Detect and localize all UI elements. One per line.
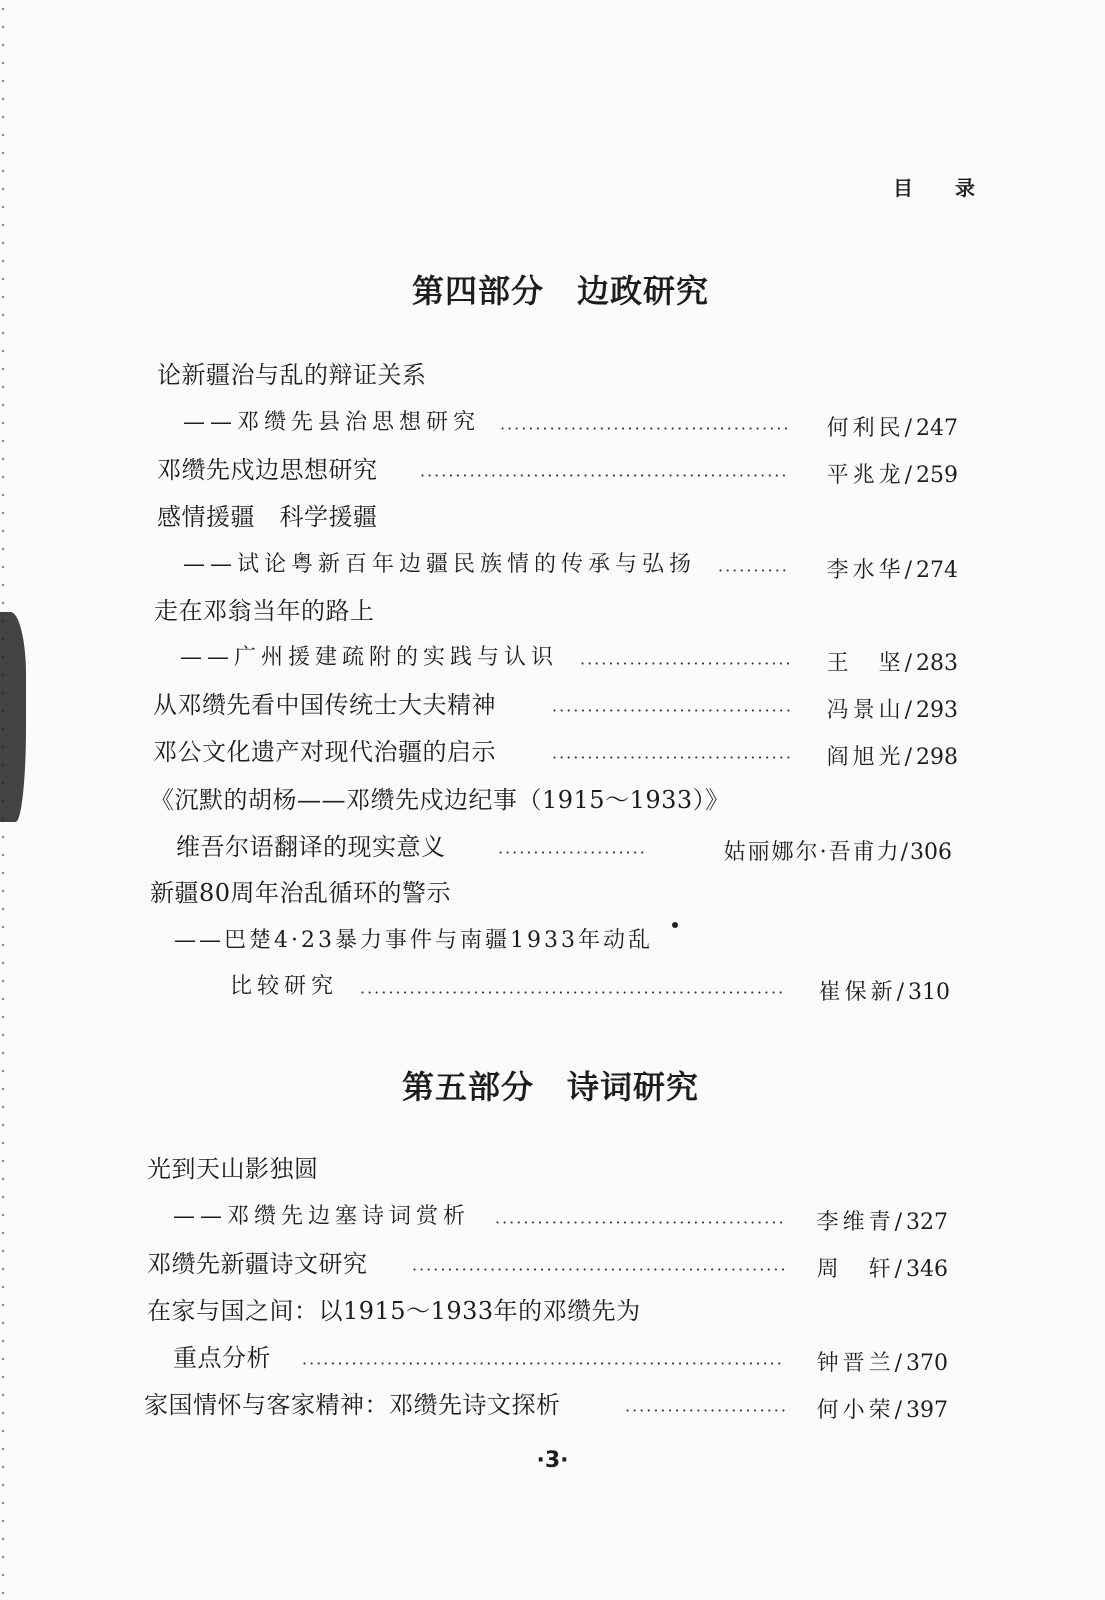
toc-entry-title: 走在邓翁当年的路上 [154, 597, 375, 625]
toc-entry-title: 重点分析 [173, 1344, 271, 1372]
toc-entry-subtitle: ——邓缵先边塞诗词赏析 [173, 1204, 471, 1229]
toc-author-page: 平兆龙/259 [826, 463, 958, 488]
toc-entry-title: 维吾尔语翻译的现实意义 [176, 833, 446, 861]
toc-entry-title: 新疆80周年治乱循环的警示 [150, 879, 452, 907]
toc-author-page: 李水华/274 [826, 558, 958, 583]
toc-author-page: 何利民/247 [826, 416, 958, 441]
toc-entry-title: 邓缵先新疆诗文研究 [147, 1250, 368, 1278]
scan-edge-blot [0, 612, 26, 822]
leader-dots [718, 556, 790, 586]
toc-entry-title: 家国情怀与客家精神：邓缵先诗文探析 [144, 1391, 561, 1419]
toc-entry-subtitle: ——邓缵先县治思想研究 [183, 410, 481, 435]
toc-author-page: 阎旭光/298 [826, 745, 958, 770]
leader-dots [412, 1255, 785, 1285]
leader-dots [552, 743, 790, 773]
toc-entry-title: 在家与国之间：以1915～1933年的邓缵先为 [147, 1297, 641, 1325]
part4-title: 第四部分 边政研究 [412, 272, 710, 310]
leader-dots [420, 461, 790, 491]
leader-dots [625, 1396, 785, 1426]
toc-author-page: 王 坚/283 [826, 651, 958, 676]
toc-entry-subtitle: ——试论粤新百年边疆民族情的传承与弘扬 [183, 552, 697, 577]
scan-speck [672, 922, 678, 928]
page-number: ·3· [536, 1448, 569, 1473]
leader-dots [552, 696, 790, 726]
toc-author-page: 冯景山/293 [826, 698, 958, 723]
leader-dots [302, 1349, 785, 1379]
toc-entry-subtitle: ——广州援建疏附的实践与认识 [180, 645, 559, 670]
leader-dots [580, 649, 790, 679]
part5-title: 第五部分 诗词研究 [402, 1068, 700, 1106]
toc-author-page: 周 轩/346 [816, 1257, 948, 1282]
leader-dots [360, 978, 785, 1008]
toc-author-page: 钟晋兰/370 [816, 1351, 948, 1376]
leader-dots [495, 1208, 785, 1238]
leader-dots [498, 838, 648, 868]
toc-author-page: 姑丽娜尔·吾甫力/306 [723, 840, 952, 865]
toc-entry-title: 从邓缵先看中国传统士大夫精神 [153, 691, 496, 719]
toc-entry-title: 邓公文化遗产对现代治疆的启示 [153, 738, 496, 766]
toc-entry-title: 光到天山影独圆 [147, 1155, 319, 1183]
toc-author-page: 李维青/327 [816, 1210, 948, 1235]
running-head: 目录 [893, 176, 1017, 200]
toc-entry-subtitle: 比较研究 [230, 974, 339, 999]
toc-entry-title: 感情援疆 科学援疆 [157, 503, 378, 531]
toc-entry-title: 《沉默的胡杨——邓缵先戍边纪事（1915～1933）》 [150, 786, 730, 814]
toc-entry-subtitle: ——巴楚4·23暴力事件与南疆1933年动乱 [174, 928, 653, 953]
toc-entry-title: 论新疆治与乱的辩证关系 [157, 361, 427, 389]
leader-dots [500, 414, 790, 444]
toc-author-page: 何小荣/397 [816, 1398, 948, 1423]
toc-entry-title: 邓缵先戍边思想研究 [157, 456, 378, 484]
toc-author-page: 崔保新/310 [818, 980, 950, 1005]
